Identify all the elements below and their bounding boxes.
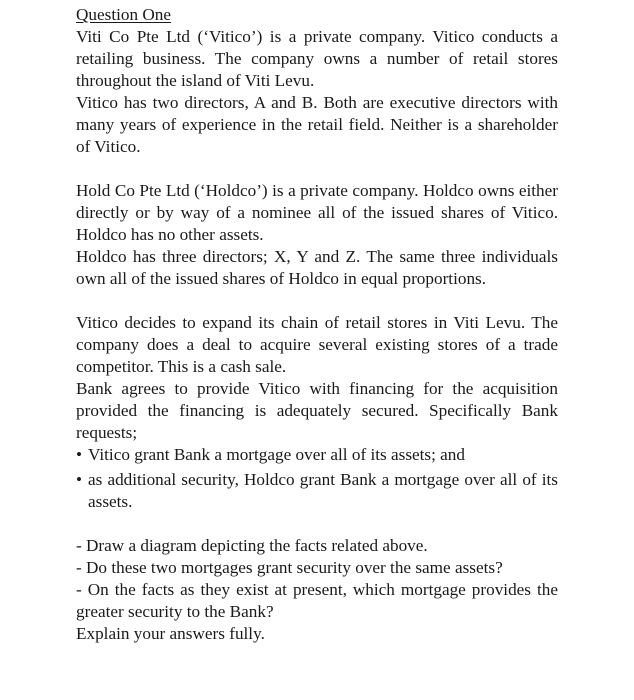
paragraph-spacer [76,158,558,180]
question-explain: Explain your answers fully. [76,624,265,643]
paragraph-holdco-directors: Holdco has three directors; X, Y and Z. The same three individuals own all of the issued shares of Holdco in equal proportions. [76,247,558,288]
question-title: Question One [76,5,171,24]
paragraph-holdco-intro: Hold Co Pte Ltd (‘Holdco’) is a private company. Holdco owns either directly or by way of a nominee all of the issued shares of Vitico. Holdco has no other assets. [76,181,558,244]
paragraph-vitico-directors: Vitico has two directors, A and B. Both are executive directors with many years of experience in the retail field. Neither is a shareholder of Vitico. [76,93,558,156]
paragraph-spacer [76,290,558,312]
bullet-icon: • [76,445,83,464]
paragraph-spacer [76,513,558,535]
question-document [76,4,558,645]
list-item [76,469,558,513]
paragraph-expansion: Vitico decides to expand its chain of retail stores in Viti Levu. The company does a deal to acquire several existing stores of a trade competitor. This is a cash sale. [76,313,558,376]
bullet-icon: • [76,470,83,489]
question-draw-diagram: - Draw a diagram depicting the facts related above. [76,536,428,555]
question-greater-security: - On the facts as they exist at present, which mortgage provides the greater security to the Bank? [76,580,558,621]
list-item-text: as additional security, Holdco grant Bank a mortgage over all of its assets. [88,470,558,511]
paragraph-bank-financing: Bank agrees to provide Vitico with financing for the acquisition provided the financing is adequately secured. Specifically Bank requests; [76,379,558,442]
list-item [76,444,558,466]
list-item-text: Vitico grant Bank a mortgage over all of its assets; and [88,445,465,464]
paragraph-vitico-intro: Viti Co Pte Ltd (‘Vitico’) is a private company. Vitico conducts a retailing business. The company owns a number of retail stores throughout the island of Viti Levu. [76,27,558,90]
question-same-assets: - Do these two mortgages grant security over the same assets? [76,558,503,577]
bank-requests-list [76,444,558,513]
